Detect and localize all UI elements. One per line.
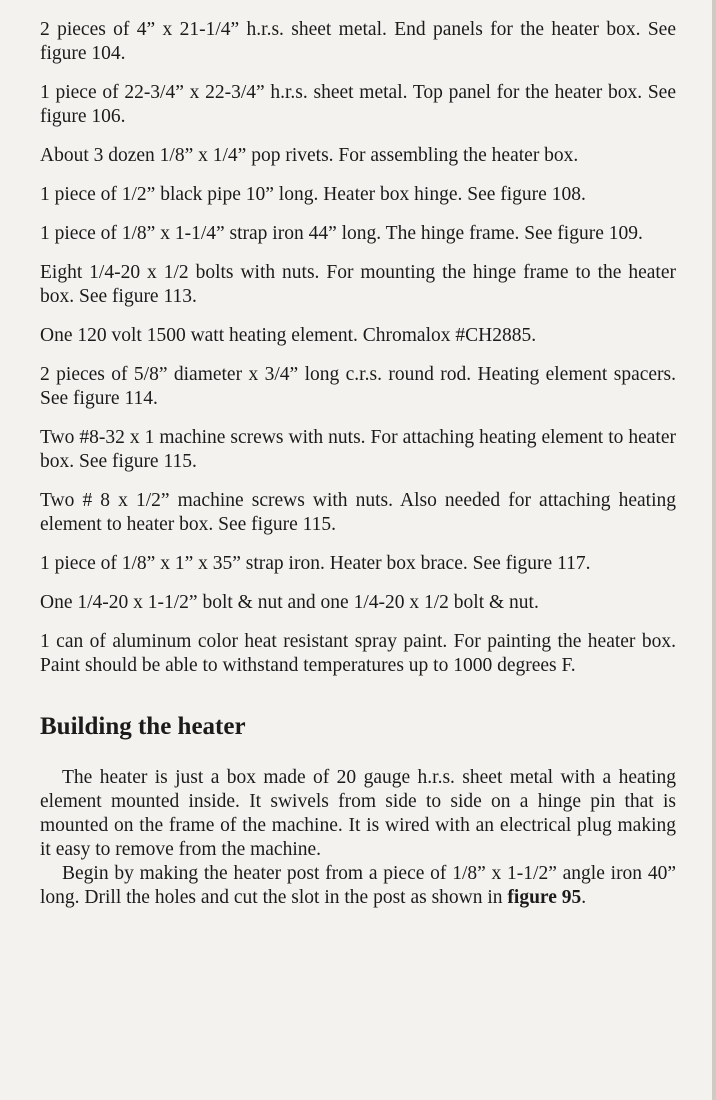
page-edge (712, 0, 716, 1100)
body-paragraph: The heater is just a box made of 20 gauge h.r.s. sheet metal with a heating element mounted inside. It swivels from side to side on a hinge pin that is mounted on the frame of the machine. It is wired with an electrical plug making it easy to remove from the machine. (40, 767, 676, 860)
body-paragraph (40, 862, 676, 910)
list-item: 1 piece of 1/8” x 1-1/4” strap iron 44” long. The hinge frame. See figure 109. (40, 223, 643, 244)
list-item: One 1/4-20 x 1-1/2” bolt & nut and one 1/4-20 x 1/2 bolt & nut. (40, 592, 539, 613)
parts-list (40, 18, 676, 678)
list-item: 1 piece of 1/8” x 1” x 35” strap iron. Heater box brace. See figure 117. (40, 553, 591, 574)
figure-reference: figure 95 (507, 887, 582, 908)
list-item: Eight 1/4-20 x 1/2 bolts with nuts. For mounting the hinge frame to the heater box. See figure 113. (40, 262, 676, 307)
list-item: Two # 8 x 1/2” machine screws with nuts. Also needed for attaching heating element to heater box. See figure 115. (40, 490, 676, 535)
section-heading: Building the heater (40, 713, 246, 740)
paragraph-end: . (581, 887, 587, 908)
list-item: One 120 volt 1500 watt heating element. Chromalox #CH2885. (40, 325, 537, 346)
list-item: About 3 dozen 1/8” x 1/4” pop rivets. For assembling the heater box. (40, 145, 579, 166)
list-item: 1 can of aluminum color heat resistant spray paint. For painting the heater box. Paint should be able to withstand temperatures up to 1000 degrees F. (40, 631, 676, 676)
paragraph-text: Begin by making the heater post from a piece of 1/8” x 1-1/2” angle iron 40” long. Drill the holes and cut the slot in the post as shown in (40, 863, 676, 908)
list-item: 1 piece of 22-3/4” x 22-3/4” h.r.s. sheet metal. Top panel for the heater box. See figure 106. (40, 82, 676, 127)
list-item: 1 piece of 1/2” black pipe 10” long. Heater box hinge. See figure 108. (40, 184, 586, 205)
list-item: 2 pieces of 4” x 21-1/4” h.r.s. sheet metal. End panels for the heater box. See figure 104. (40, 19, 676, 64)
list-item: Two #8-32 x 1 machine screws with nuts. For attaching heating element to heater box. See figure 115. (40, 427, 676, 472)
list-item: 2 pieces of 5/8” diameter x 3/4” long c.r.s. round rod. Heating element spacers. See figure 114. (40, 364, 676, 409)
